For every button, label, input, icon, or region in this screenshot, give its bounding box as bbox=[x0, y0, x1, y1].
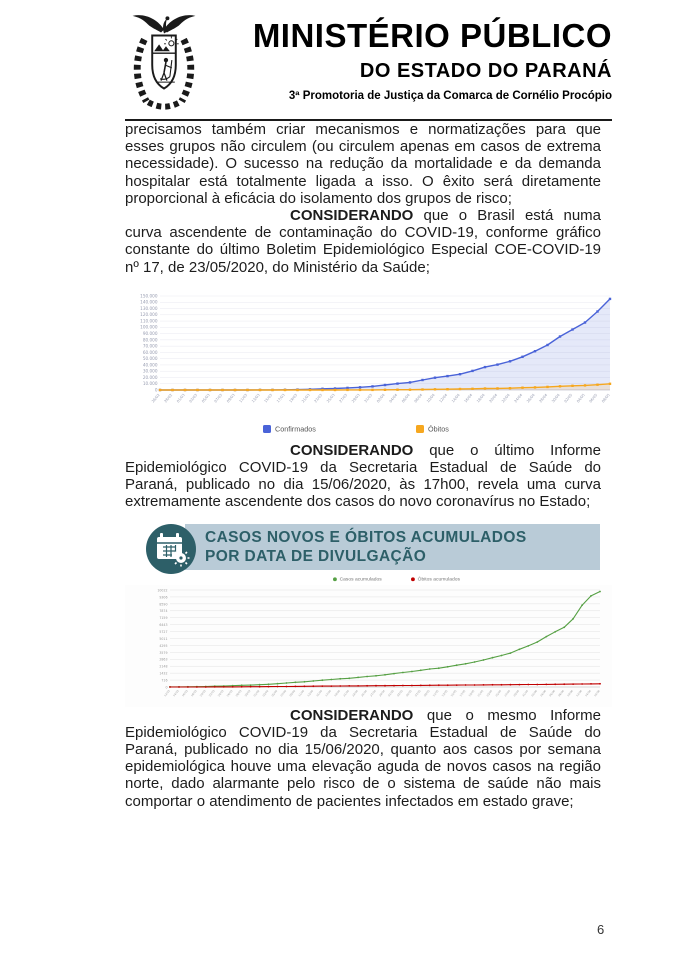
svg-text:08/06: 08/06 bbox=[557, 689, 565, 698]
svg-text:28/02: 28/02 bbox=[163, 392, 174, 404]
svg-text:14/06: 14/06 bbox=[584, 689, 592, 698]
letterhead bbox=[125, 6, 612, 121]
svg-text:31/03: 31/03 bbox=[363, 392, 374, 404]
svg-text:27/03: 27/03 bbox=[338, 392, 349, 404]
svg-text:19/04: 19/04 bbox=[333, 689, 341, 698]
brazil-covid-chart bbox=[125, 290, 612, 442]
svg-text:7874: 7874 bbox=[159, 608, 168, 613]
svg-text:28/03: 28/03 bbox=[235, 689, 243, 698]
svg-text:06/05: 06/05 bbox=[588, 392, 599, 404]
svg-text:27/04: 27/04 bbox=[369, 689, 377, 698]
svg-text:2148: 2148 bbox=[159, 664, 168, 669]
considerando-lead: CONSIDERANDO bbox=[290, 706, 414, 724]
svg-text:06/06: 06/06 bbox=[548, 689, 556, 698]
svg-text:20.000: 20.000 bbox=[142, 374, 158, 380]
svg-text:15/03: 15/03 bbox=[263, 392, 274, 404]
obitos-swatch bbox=[416, 425, 424, 433]
svg-text:13/05: 13/05 bbox=[441, 689, 449, 698]
document-body bbox=[125, 121, 612, 810]
svg-text:0: 0 bbox=[165, 685, 168, 690]
svg-text:10/06: 10/06 bbox=[566, 689, 574, 698]
svg-text:11/04: 11/04 bbox=[298, 689, 306, 698]
legend-item-obitos bbox=[416, 425, 449, 433]
svg-text:02/04: 02/04 bbox=[376, 392, 386, 404]
svg-text:23/03: 23/03 bbox=[313, 392, 324, 404]
svg-text:12/06: 12/06 bbox=[575, 689, 583, 698]
svg-text:110.000: 110.000 bbox=[140, 318, 158, 324]
svg-text:13/04: 13/04 bbox=[306, 689, 315, 698]
svg-text:26/02: 26/02 bbox=[151, 392, 161, 404]
svg-text:08/04: 08/04 bbox=[413, 392, 424, 404]
considerando-lead: CONSIDERANDO bbox=[290, 441, 414, 459]
svg-text:04/06: 04/06 bbox=[539, 689, 548, 698]
chart-title-line1: CASOS NOVOS E ÓBITOS ACUMULADOS bbox=[205, 528, 527, 546]
svg-text:07/03: 07/03 bbox=[213, 392, 224, 404]
svg-text:24/03: 24/03 bbox=[217, 689, 225, 698]
svg-text:10022: 10022 bbox=[157, 588, 168, 593]
legend-label: Casos acumulados bbox=[339, 575, 382, 582]
svg-text:10/04: 10/04 bbox=[426, 392, 436, 404]
svg-text:10.000: 10.000 bbox=[142, 380, 158, 386]
svg-text:05/04: 05/04 bbox=[271, 689, 279, 698]
svg-text:40.000: 40.000 bbox=[142, 362, 158, 368]
svg-text:17/05: 17/05 bbox=[459, 689, 467, 698]
svg-text:03/04: 03/04 bbox=[262, 689, 270, 698]
legend-item-obitos-acumulados bbox=[411, 576, 460, 582]
svg-text:29/03: 29/03 bbox=[351, 392, 361, 404]
paragraph-text: que o último Informe Epidemiológico COVID-19 da Secretaria Estadual de Saúde do Paraná, publicado no dia 15/06/2020, às 17h00, revela uma curva extremamente ascendente dos casos do novo coronavírus no Estado; bbox=[125, 441, 601, 511]
parana-covid-chart-plot bbox=[125, 585, 612, 707]
svg-text:02/05: 02/05 bbox=[563, 392, 574, 404]
paragraph-considerando-brasil bbox=[125, 207, 601, 276]
svg-text:28/04: 28/04 bbox=[538, 392, 549, 404]
svg-text:50.000: 50.000 bbox=[142, 355, 158, 361]
svg-text:17/03: 17/03 bbox=[276, 392, 286, 404]
svg-text:16/03: 16/03 bbox=[181, 689, 189, 698]
letterhead-titles bbox=[253, 18, 612, 102]
svg-text:6443: 6443 bbox=[159, 622, 168, 627]
svg-text:04/05: 04/05 bbox=[576, 392, 586, 404]
svg-text:01/05: 01/05 bbox=[387, 689, 395, 698]
svg-text:8590: 8590 bbox=[159, 601, 168, 606]
svg-text:2863: 2863 bbox=[159, 657, 168, 662]
calendar-virus-icon bbox=[145, 523, 197, 575]
paragraph-text: que o mesmo Informe Epidemiológico COVID-19 da Secretaria Estadual de Saúde do Paraná, publicado no dia 15/06/2020, quanto aos casos por semana epidemiológica houve uma elevação aguda de novos casos na região norte, dado alarmante pelo risco de o sistema de saúde não mais comportar o atendimento de pacientes infectados em estado grave; bbox=[125, 706, 601, 810]
svg-text:716: 716 bbox=[161, 678, 168, 683]
svg-text:11/05: 11/05 bbox=[432, 689, 440, 698]
svg-text:100.000: 100.000 bbox=[140, 324, 158, 330]
svg-text:24/04: 24/04 bbox=[513, 392, 524, 404]
legend-label: Óbitos acumulados bbox=[417, 575, 460, 582]
svg-text:01/04: 01/04 bbox=[253, 689, 261, 698]
svg-text:22/04: 22/04 bbox=[501, 392, 511, 404]
svg-text:15/05: 15/05 bbox=[450, 689, 458, 698]
svg-text:27/05: 27/05 bbox=[504, 689, 512, 698]
svg-text:20/04: 20/04 bbox=[488, 392, 499, 404]
confirmados-swatch bbox=[263, 425, 271, 433]
svg-text:16/04: 16/04 bbox=[463, 392, 474, 404]
org-unit: 3ª Promotoria de Justiça da Comarca de Cornélio Procópio bbox=[288, 90, 612, 102]
svg-text:09/05: 09/05 bbox=[423, 689, 431, 698]
chart-title-banner bbox=[185, 524, 600, 570]
svg-text:07/05: 07/05 bbox=[414, 689, 422, 698]
svg-text:140.000: 140.000 bbox=[140, 299, 158, 305]
svg-text:17/04: 17/04 bbox=[324, 689, 333, 698]
svg-text:13/03: 13/03 bbox=[251, 392, 261, 404]
svg-text:60.000: 60.000 bbox=[142, 349, 158, 355]
svg-text:23/05: 23/05 bbox=[486, 689, 494, 698]
org-subtitle: DO ESTADO DO PARANÁ bbox=[359, 60, 612, 82]
svg-text:19/05: 19/05 bbox=[468, 689, 476, 698]
svg-text:11/03: 11/03 bbox=[238, 392, 249, 404]
svg-text:09/04: 09/04 bbox=[289, 689, 297, 698]
svg-text:5727: 5727 bbox=[159, 629, 168, 634]
page-number: 6 bbox=[597, 922, 605, 937]
svg-text:1432: 1432 bbox=[159, 671, 168, 676]
svg-text:70.000: 70.000 bbox=[142, 343, 158, 349]
legend-label: Confirmados bbox=[275, 424, 316, 433]
svg-text:15/06: 15/06 bbox=[593, 689, 601, 698]
svg-text:25/04: 25/04 bbox=[360, 689, 368, 698]
svg-text:30.000: 30.000 bbox=[142, 368, 158, 374]
svg-text:12/04: 12/04 bbox=[438, 392, 449, 404]
svg-text:18/04: 18/04 bbox=[476, 392, 486, 404]
svg-text:4295: 4295 bbox=[159, 643, 168, 648]
paragraph-considerando-regiao-norte bbox=[125, 707, 601, 810]
svg-text:14/04: 14/04 bbox=[451, 392, 461, 404]
svg-text:31/05: 31/05 bbox=[521, 689, 530, 698]
parana-covid-chart bbox=[125, 524, 612, 707]
svg-text:26/04: 26/04 bbox=[526, 392, 536, 404]
svg-text:21/03: 21/03 bbox=[301, 392, 311, 404]
casos-swatch bbox=[333, 577, 337, 581]
svg-text:21/05: 21/05 bbox=[477, 689, 485, 698]
svg-text:25/05: 25/05 bbox=[495, 689, 503, 698]
brazil-covid-chart-plot bbox=[125, 290, 612, 416]
svg-text:7159: 7159 bbox=[159, 615, 168, 620]
svg-text:22/03: 22/03 bbox=[208, 689, 216, 698]
svg-text:0: 0 bbox=[154, 387, 158, 393]
org-title: MINISTÉRIO PÚBLICO bbox=[252, 17, 612, 54]
svg-text:03/05: 03/05 bbox=[396, 689, 404, 698]
svg-text:01/03: 01/03 bbox=[176, 392, 186, 404]
svg-text:29/05: 29/05 bbox=[513, 689, 521, 698]
svg-text:130.000: 130.000 bbox=[140, 305, 158, 311]
legend-label: Óbitos bbox=[428, 424, 449, 433]
paragraph-text: que o Brasil está numa curva ascendente de contaminação do COVID-19, conforme gráfico constante do último Boletim Epidemiológico Especial COE-COVID-19 nº 17, de 23/05/2020, do Ministério da Saúde; bbox=[125, 207, 601, 276]
svg-text:14/03: 14/03 bbox=[172, 689, 180, 698]
svg-text:120.000: 120.000 bbox=[140, 312, 158, 318]
svg-text:90.000: 90.000 bbox=[142, 330, 158, 336]
svg-text:80.000: 80.000 bbox=[142, 337, 158, 343]
svg-text:5011: 5011 bbox=[159, 636, 168, 641]
svg-text:9306: 9306 bbox=[159, 594, 168, 599]
svg-text:12/03: 12/03 bbox=[163, 689, 171, 698]
svg-text:02/06: 02/06 bbox=[530, 689, 539, 698]
svg-text:06/04: 06/04 bbox=[401, 392, 411, 404]
legend-item-confirmados bbox=[263, 425, 316, 433]
svg-text:23/04: 23/04 bbox=[351, 689, 359, 698]
svg-text:20/03: 20/03 bbox=[199, 689, 207, 698]
svg-text:29/04: 29/04 bbox=[378, 689, 386, 698]
svg-text:25/03: 25/03 bbox=[326, 392, 336, 404]
svg-text:150.000: 150.000 bbox=[140, 293, 158, 299]
paragraph-text: precisamos também criar mecanismos e normatizações para que esses grupos não circulem (ou circulem apenas em casos de extrema necessidade). O sucesso na redução da mortalidade e da demanda hospitalar está totalmente ligada a isso. O êxito será diretamente proporcional à eficácia do isolamento dos grupos de risco; bbox=[125, 121, 601, 207]
chart-title-line2: POR DATA DE DIVULGAÇÃO bbox=[205, 547, 427, 565]
obitos-acumulados-swatch bbox=[411, 577, 415, 581]
svg-text:15/04: 15/04 bbox=[315, 689, 324, 698]
svg-text:03/03: 03/03 bbox=[188, 392, 199, 404]
svg-text:3579: 3579 bbox=[159, 650, 168, 655]
svg-text:04/04: 04/04 bbox=[388, 392, 399, 404]
svg-text:30/04: 30/04 bbox=[551, 392, 561, 404]
parana-chart-legend bbox=[125, 572, 612, 585]
brazil-chart-legend bbox=[125, 416, 612, 442]
svg-text:08/05: 08/05 bbox=[601, 392, 611, 404]
svg-text:26/03: 26/03 bbox=[226, 689, 234, 698]
considerando-lead: CONSIDERANDO bbox=[290, 207, 414, 225]
svg-text:05/05: 05/05 bbox=[405, 689, 413, 698]
svg-text:05/03: 05/03 bbox=[201, 392, 211, 404]
paragraph-considerando-informe bbox=[125, 442, 601, 511]
paragraph-isolamento bbox=[125, 121, 601, 207]
legend-item-casos-acumulados bbox=[333, 576, 382, 582]
svg-text:09/03: 09/03 bbox=[226, 392, 236, 404]
svg-text:19/03: 19/03 bbox=[288, 392, 299, 404]
svg-text:07/04: 07/04 bbox=[280, 689, 288, 698]
parana-coat-of-arms-icon bbox=[125, 8, 203, 116]
svg-text:21/04: 21/04 bbox=[342, 689, 350, 698]
svg-text:18/03: 18/03 bbox=[190, 689, 198, 698]
svg-text:30/03: 30/03 bbox=[244, 689, 252, 698]
